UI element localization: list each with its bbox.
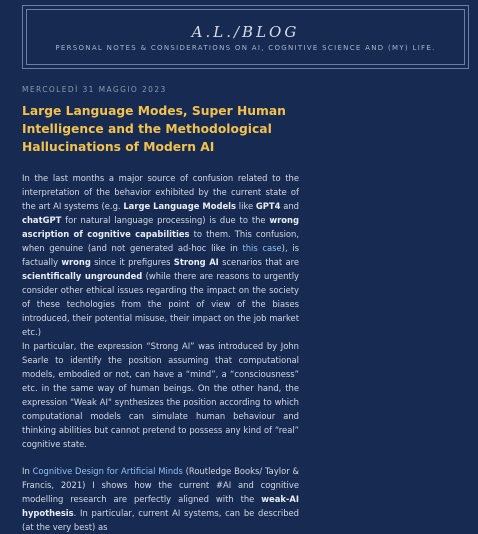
bold-text: wrong	[61, 257, 91, 267]
post-paragraph-3	[22, 464, 299, 534]
text-run: since it prefigures	[90, 257, 174, 267]
text-run: . In particular, current AI systems, can be described (at the very best) as	[22, 508, 299, 532]
text-run: ), is factually	[22, 243, 299, 267]
text-run: like	[236, 201, 256, 211]
book-link[interactable]: Cognitive Design for Artificial Minds	[32, 466, 183, 476]
bold-text: Large Language Models	[123, 201, 237, 211]
bold-text: Strong AI	[173, 257, 219, 267]
bold-text: wrong ascription of cognitive capabilities	[22, 215, 299, 239]
bold-text: scientifically ungrounded	[22, 271, 143, 281]
blog-title-link[interactable]: A.L./BLOG	[191, 23, 300, 41]
blog-description: PERSONAL NOTES & CONSIDERATIONS ON AI, COGNITIVE SCIENCE AND (MY) LIFE.	[55, 44, 436, 52]
post-paragraph-2: In particular, the expression “Strong AI” was introduced by John Searle to identify the position assuming that computational models, embodied or not, can have a “mind”, a “consciousness” etc. in the same way of human beings. On the other hand, the expression "Weak AI" synthesizes the position according to which computational models can simulate human behaviour and thinking abilities but cannot pretend to possess any kind of “real” cognitive state.	[22, 341, 299, 449]
text-run: for natural language processing) is due to the	[61, 215, 270, 225]
post-body	[22, 171, 299, 534]
text-run: In	[22, 466, 33, 476]
post-date: MERCOLEDÌ 31 MAGGIO 2023	[22, 85, 167, 94]
bold-text: weak-AI hypothesis	[22, 494, 299, 518]
text-run: and	[280, 201, 299, 211]
bold-text: GPT4	[255, 201, 281, 211]
post-title[interactable]: Large Language Modes, Super Human Intelligence and the Methodological Hallucinations of Modern AI	[22, 104, 286, 154]
blog-header-frame	[26, 9, 465, 65]
text-run: to them. This confusion, when genuine (and not generated ad-hoc like in	[22, 229, 300, 253]
text-run: In the last months a major source of confusion related to the interpretation of the behavior exhibited by the current state of the art AI systems (e.g.	[22, 173, 299, 211]
bold-text: chatGPT	[22, 215, 62, 225]
post-paragraph-1	[22, 171, 299, 339]
text-run: (while there are reasons to urgently consider other ethical issues regarding the impact on the society of these techologies from the point of view of the biases introduced, their potential misuse, their impact on the job market etc.)	[22, 271, 299, 337]
blog-post	[22, 85, 299, 534]
blog-header	[22, 5, 469, 69]
text-run: scenarios that are	[218, 257, 300, 267]
text-run: (Routledge Books/ Taylor & Francis, 2021) I shows how the current #AI and cognitive modelling research are perfectly aligned with the	[22, 466, 299, 504]
this-case-link[interactable]: this case	[242, 243, 282, 253]
